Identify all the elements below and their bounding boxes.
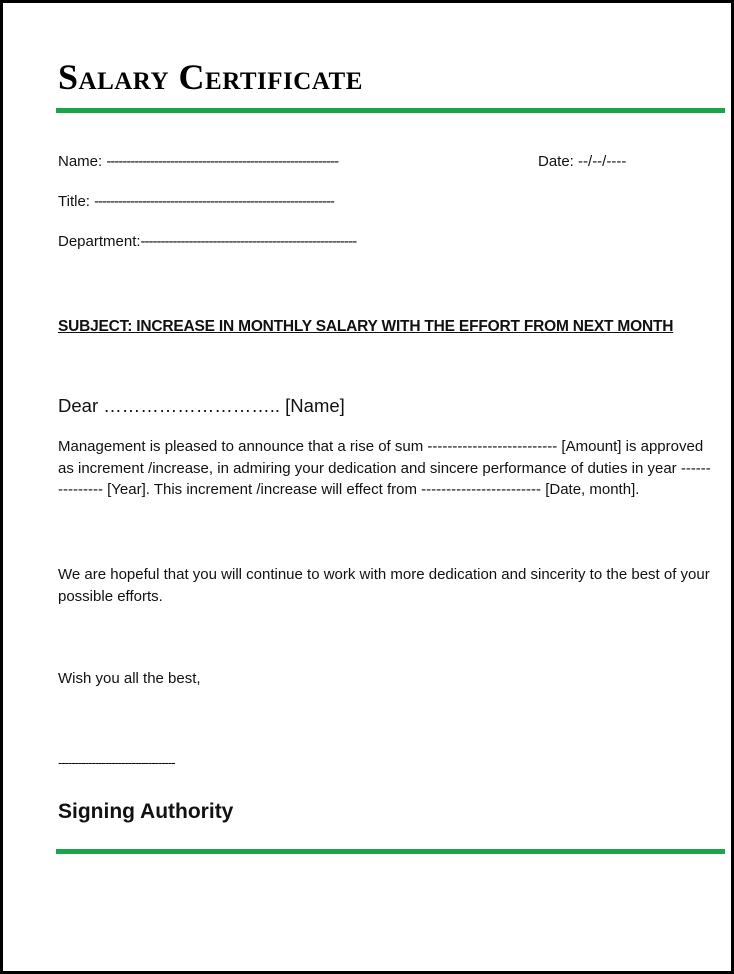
name-label: Name:	[58, 153, 103, 170]
name-field	[58, 153, 338, 171]
salutation: Dear ……………………….. [Name]	[58, 395, 345, 416]
top-divider	[56, 108, 725, 113]
bottom-divider	[56, 849, 725, 854]
title-label: Title:	[58, 193, 90, 210]
page-title: Salary Certificate	[58, 57, 363, 97]
department-label: Department:	[58, 233, 141, 250]
body-paragraph-2: We are hopeful that you will continue to work with more dedication and sincerity to the best of your possible efforts.	[58, 566, 710, 605]
subject-line: SUBJECT: INCREASE IN MONTHLY SALARY WITH THE EFFORT FROM NEXT MONTH	[58, 318, 674, 335]
department-field	[58, 233, 356, 251]
department-blank: ------------------------------------------------------	[140, 233, 357, 250]
date-field	[538, 153, 626, 171]
date-blank: --/--/----	[578, 153, 627, 170]
closing-line: Wish you all the best,	[58, 670, 201, 687]
name-blank: ----------------------------------------------------------	[106, 153, 339, 170]
title-blank: ------------------------------------------------------------	[94, 193, 334, 210]
date-label: Date:	[538, 153, 574, 170]
signing-authority: Signing Authority	[58, 800, 234, 823]
body-paragraph-1: Management is pleased to announce that a rise of sum -------------------------- [Amount] is approved as increment /increase, in admiring your dedication and sincere performance of duties in year --------------- [Year]. This increment /increase will effect from ------------------------ [Date, month].	[58, 438, 711, 498]
title-field	[58, 193, 334, 211]
signature-line: -----------------------------------	[58, 755, 175, 770]
